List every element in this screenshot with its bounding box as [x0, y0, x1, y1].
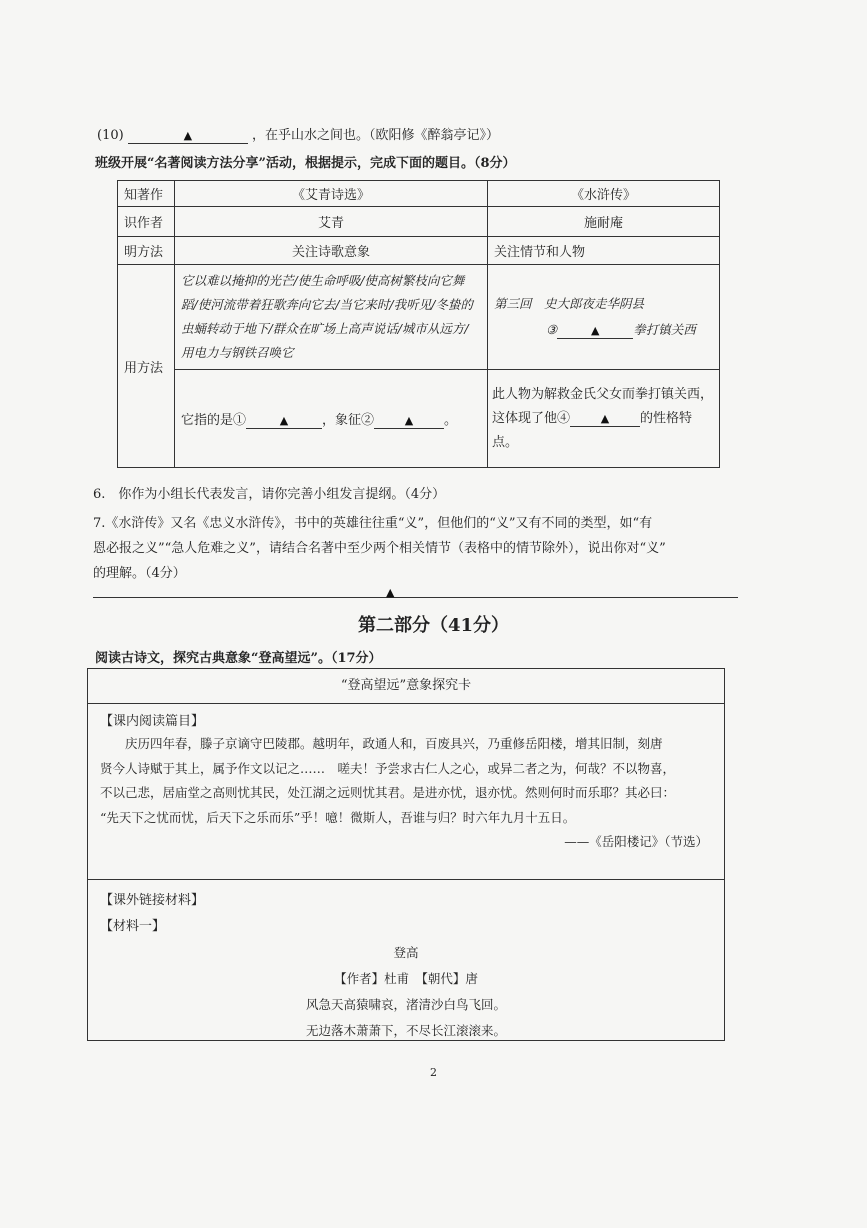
passage-line: 庆历四年春，滕子京谪守巴陵郡。越明年，政通人和，百废具兴，乃重修岳阳楼，增其旧制，刻唐 — [125, 736, 663, 751]
section-intro: 班级开展“名著阅读方法分享”活动，根据提示，完成下面的题目。（8分） — [95, 156, 516, 171]
in-class-header: 【课内阅读篇目】 — [100, 714, 205, 729]
question-7-line: 7.《水浒传》又名《忠义水浒传》，书中的英雄往往重“义”，但他们的“义”又有不同的类型，如“有 — [93, 516, 653, 531]
cell: 关注诗歌意象 — [175, 237, 488, 265]
triangle-marker: ▲ — [590, 324, 600, 337]
exploration-card — [87, 668, 725, 880]
row-label: 用方法 — [118, 265, 175, 468]
fill-text: 此人物为解救金氏父女而拳打镇关西，这体现了他④ — [492, 386, 714, 426]
fill-text: 。 — [444, 412, 458, 428]
question-number: (10) — [97, 128, 124, 143]
fill-text: 的性格特点。 — [492, 410, 693, 450]
passage-line: 不以己悲，居庙堂之高则忧其民，处江湖之远则忧其君。是进亦忧，退亦忧。然则何时而乐耶？其必曰： — [100, 785, 676, 800]
row-label: 明方法 — [118, 237, 175, 265]
question-text: ，在乎山水之间也。（欧阳修《醉翁亭记》） — [251, 128, 499, 143]
answer-blank[interactable] — [557, 323, 633, 339]
triangle-marker: ▲ — [279, 413, 289, 427]
question-6: 6. 你作为小组长代表发言，请你完善小组发言提纲。（4分） — [93, 487, 446, 502]
answer-blank[interactable] — [374, 414, 444, 429]
answer-blank[interactable] — [246, 414, 322, 429]
cell: 关注情节和人物 — [488, 237, 720, 265]
chapter-title: 第三回 史大郎夜走华阴县 — [494, 296, 645, 311]
poem-line: 风急天高猿啸哀，渚清沙白鸟飞回。 — [305, 997, 506, 1012]
section-divider — [93, 597, 738, 598]
poem-title: 登高 — [393, 945, 419, 960]
answer-blank[interactable] — [128, 129, 248, 144]
question-7-line: 的理解。（4分） — [93, 566, 186, 581]
extra-material-card — [87, 880, 725, 1041]
cell: 《水浒传》 — [488, 181, 720, 207]
passage-line: 贤今人诗赋于其上，属予作文以记之…… 嗟夫！予尝求古仁人之心，或异二者之为，何哉？不以物喜， — [100, 760, 676, 776]
fill-text: 它指的是① — [181, 412, 247, 428]
question-7 — [93, 511, 666, 586]
card-title: “登高望远”意象探究卡 — [88, 669, 724, 704]
cell: 艾青 — [175, 207, 488, 237]
in-class-section — [88, 704, 724, 855]
cell: 施耐庵 — [488, 207, 720, 237]
reading-method-table — [117, 180, 720, 468]
row-label: 知著作 — [118, 181, 175, 207]
part2-title: 第二部分（41分） — [357, 615, 510, 636]
chapter-cell — [488, 265, 720, 370]
poem-line: 无边落木萧萧下，不尽长江滚滚来。 — [305, 1023, 506, 1038]
fill-text: ，象征② — [322, 412, 375, 428]
extra-header: 【课外链接材料】 — [100, 893, 205, 908]
answer-blank[interactable] — [570, 412, 640, 427]
part2-intro: 阅读古诗文，探究古典意象“登高望远”。（17分） — [95, 651, 382, 666]
chapter-suffix: 拳打镇关西 — [633, 322, 696, 337]
triangle-marker: ▲ — [600, 411, 610, 425]
material-header: 【材料一】 — [100, 919, 166, 934]
question-7-line: 恩必报之义”“急人危难之义”，请结合名著中至少两个相关情节（表格中的情节除外），说出你对“义” — [93, 541, 666, 556]
fill-cell — [488, 370, 720, 468]
triangle-marker: ▲ — [404, 413, 414, 427]
passage — [100, 732, 714, 855]
question-10 — [97, 124, 499, 144]
passage-source: ——《岳阳楼记》（节选） — [564, 834, 708, 849]
divider-triangle: ▲ — [386, 586, 395, 599]
passage-line: “先天下之忧而忧，后天下之乐而乐”乎！噫！微斯人，吾谁与归？时六年九月十五日。 — [100, 809, 576, 825]
fill-cell — [175, 370, 488, 468]
blank-number: ③ — [546, 322, 558, 337]
page-number: 2 — [430, 1066, 437, 1079]
poem-excerpt: 它以难以掩抑的光芒/使生命呼吸/使高树繁枝向它舞蹈/使河流带着狂歌奔向它去/当它来时/我听见/冬蛰的虫蛹转动于地下/群众在旷场上高声说话/城市从远方/用电力与钢铁召唤它 — [175, 265, 488, 370]
cell: 《艾青诗选》 — [175, 181, 488, 207]
row-label: 识作者 — [118, 207, 175, 237]
poem-meta: 【作者】杜甫 【朝代】唐 — [334, 971, 478, 986]
triangle-marker: ▲ — [183, 129, 193, 142]
extra-section — [88, 880, 724, 1044]
